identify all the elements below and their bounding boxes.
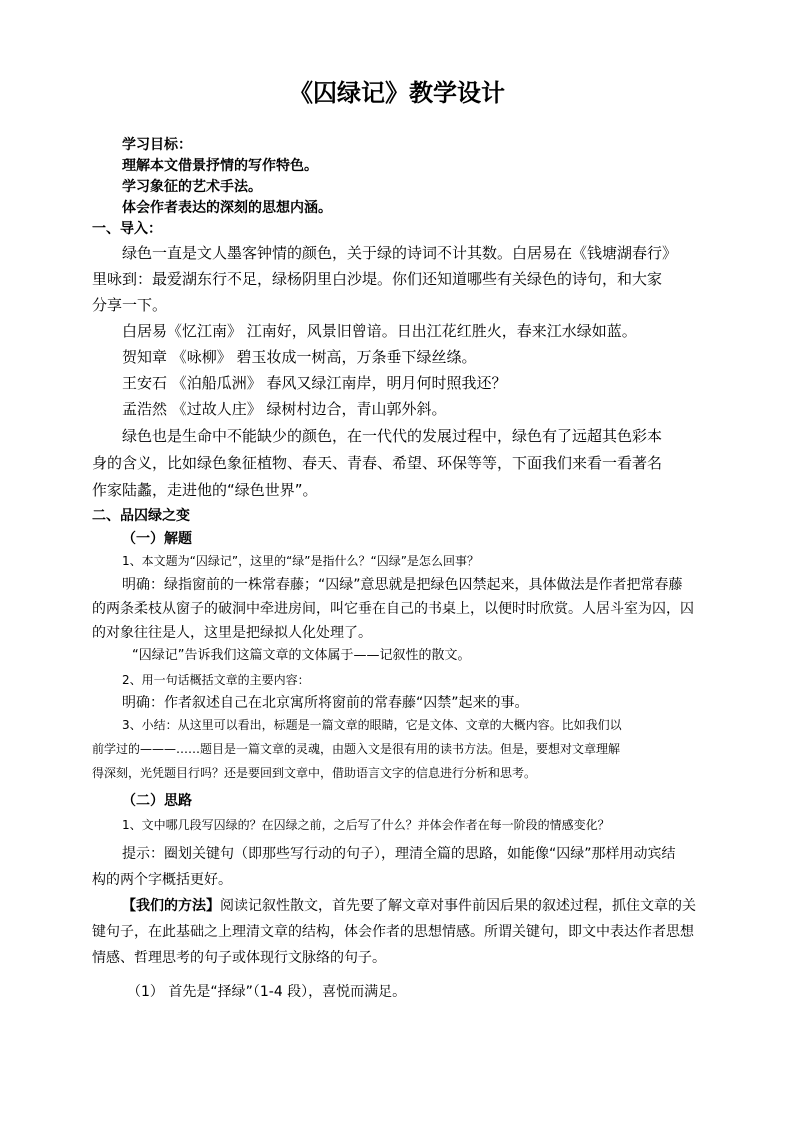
summary-line: 得深刻，光凭题目行吗？还是要回到文章中，借助语言文字的信息进行分析和思考。	[92, 766, 537, 780]
subsection-heading: （二）思路	[122, 793, 192, 809]
answer-line: 明确：绿指窗前的一株常春藤；“囚绿”意思就是把绿色囚禁起来，具体做法是作者把常春藤	[122, 577, 683, 593]
method-line: 情感、哲理思考的句子或体现行文脉络的句子。	[92, 950, 386, 966]
method-label: 【我们的方法】	[122, 898, 220, 914]
method-line: 键句子，在此基础之上理清文章的结构，体会作者的思想情感。所谓关键句，即文中表达作者思想	[92, 924, 694, 940]
section-heading: 二、品囚绿之变	[92, 508, 190, 524]
note-line: “囚绿记”告诉我们这篇文章的文体属于——记叙性的散文。	[132, 648, 471, 663]
answer-line: 的对象往往是人，这里是把绿拟人化处理了。	[92, 625, 372, 641]
paragraph-line: 里咏到：最爱湖东行不足，绿杨阴里白沙堤。你们还知道哪些有关绿色的诗句，和大家	[92, 270, 663, 288]
paragraph-line: 作家陆蠡，走进他的“绿色世界”。	[92, 481, 318, 499]
method-line	[122, 897, 696, 915]
subsection-heading: （一）解题	[122, 531, 192, 547]
section-heading: 一、导入：	[92, 221, 162, 237]
tip-line: 提示：圈划关键句（即那些写行动的句子），理清全篇的思路，如能像“囚绿”那样用动宾结	[122, 846, 676, 862]
document-title: 《囚绿记》教学设计	[289, 79, 505, 107]
poem-line: 孟浩然 《过故人庄》 绿树村边合，青山郭外斜。	[122, 400, 447, 418]
summary-line: 3、小结：从这里可以看出，标题是一篇文章的眼睛，它是文体、文章的大概内容。比如我们以	[122, 718, 622, 732]
objective-item: 体会作者表达的深刻的思想内涵。	[122, 200, 332, 216]
objective-item: 理解本文借景抒情的写作特色。	[122, 158, 318, 174]
summary-line: 前学过的———……题目是一篇文章的灵魂，由题入文是很有用的读书方法。但是，要想对文章理解	[92, 742, 621, 756]
poem-line: 王安石 《泊船瓜洲》 春风又绿江南岸，明月何时照我还？	[122, 374, 507, 392]
paragraph-line: 分享一下。	[92, 296, 168, 314]
answer-line: 的两条柔枝从窗子的破洞中牵进房间，叫它垂在自己的书桌上，以便时时欣赏。人居斗室为囚，囚	[92, 601, 694, 617]
poem-line: 白居易《忆江南》 江南好，风景旧曾谙。日出江花红胜火，春来江水绿如蓝。	[122, 322, 637, 340]
paragraph-line: 绿色一直是文人墨客钟情的颜色，关于绿的诗词不计其数。白居易在《钱塘湖春行》	[122, 244, 678, 262]
question-line: 1、本文题为“囚绿记”，这里的“绿”是指什么？“囚绿”是怎么回事？	[122, 554, 479, 568]
question-line: 2、用一句话概括文章的主要内容：	[122, 673, 310, 687]
method-text: 阅读记叙性散文，首先要了解文章对事件前因后果的叙述过程，抓住文章的关	[220, 898, 696, 914]
answer-line: 明确：作者叙述自己在北京寓所将窗前的常春藤“囚禁”起来的事。	[122, 695, 529, 711]
tip-line: 构的两个字概括更好。	[92, 872, 232, 888]
question-line: 1、文中哪几段写囚绿的？在囚绿之前，之后写了什么？并体会作者在每一阶段的情感变化？	[122, 818, 610, 832]
paragraph-line: 绿色也是生命中不能缺少的颜色，在一代代的发展过程中，绿色有了远超其色彩本	[122, 427, 663, 445]
paragraph-line: 身的含义，比如绿色象征植物、春天、青春、希望、环保等等，下面我们来看一看著名	[92, 454, 663, 472]
objectives-heading: 学习目标：	[122, 137, 192, 153]
poem-line: 贺知章 《咏柳》 碧玉妆成一树高，万条垂下绿丝绦。	[122, 348, 477, 366]
step-line: （1） 首先是“择绿”（1-4 段），喜悦而满足。	[127, 984, 407, 1000]
objective-item: 学习象征的艺术手法。	[122, 179, 262, 195]
